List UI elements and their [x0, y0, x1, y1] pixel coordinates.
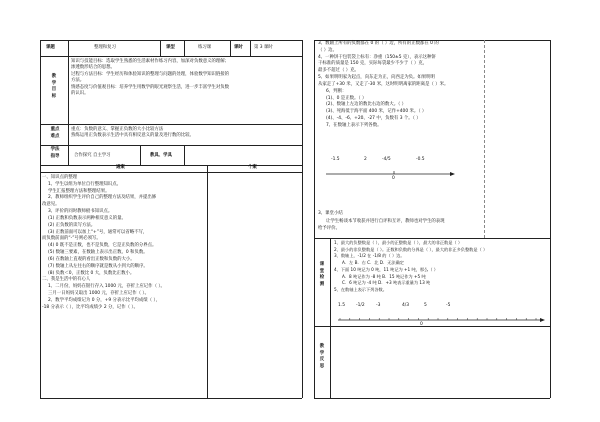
nl2-value: 1.5 [338, 303, 345, 308]
keypoints-text [71, 127, 301, 140]
plan-line: (8) 负数＜0，正数比 0 大，负数比正数小。 [48, 270, 135, 276]
keypoints-line: 熟练运用正负数表示生活中具有相反意义的量及进行数的比较。 [71, 133, 194, 139]
test-line: 1、最大的负整数是（ ），最小的正整数是（ ），最大的非正数是（ ） [334, 240, 463, 245]
exercise-line: (2)、数轴上左边的数比右边的数大。（ ） [326, 102, 407, 108]
exercise-line: 6、判断： [326, 88, 347, 94]
test-line: 5、在数轴上表示下列各数。 [334, 287, 387, 293]
plan-left-header: 通案 [116, 165, 125, 170]
plan-line: 2、数学平均成绩记为 0 分，+9 分表示比平均成绩（ ）， [48, 297, 161, 303]
summary-line: 让学生畅谈本节收获并进行自评和互评，教师也对学生的表现 [326, 219, 445, 224]
exercise-line: 7、在数轴上表示下列各数。 [326, 122, 382, 128]
exercise-line: 5、如果明明家为起点，向东走为正，向西走为负。如果明明 [318, 75, 435, 81]
goals-line: 过程与方法目标：学生经历和体验知识的整理与问题的处理，体验数学知识链接的 [71, 71, 230, 77]
plan-line: (6) 在数轴上直观的看出正数和负数的大小。 [48, 256, 135, 262]
right-exercises [318, 41, 548, 130]
exercise-line: 3、数轴上所有的负数都在 0 的（ ）边，所有的正数都在 0 的 [318, 41, 439, 46]
test-line: A．左 B．右 C．北 D．无法确定 [342, 260, 404, 266]
exercise-line: (3)、死海低于海平面 400 米，记作+400 米。（ ） [326, 109, 427, 115]
exercise-line: 干标准的质量是 150 克，实际每袋最少不少于（ ）克， [318, 61, 428, 67]
test-line: 2、最小的非负整数是（ ）。正数和负数的分界是（ ），最大的非正多负整数是（ ） [334, 246, 488, 252]
nl2-value: -5 [446, 303, 451, 308]
type-label: 课型 [166, 45, 175, 50]
exercise-line: 最多不超过（ ）克。 [318, 68, 359, 74]
method-value: 合作探究 自主学习 [74, 153, 111, 158]
plan-line: 3、评价的同时教师板书知识点。 [48, 209, 113, 215]
goals-line: 方法。 [71, 78, 85, 84]
plan-line: 2、教师组织学生评价自己的整理方法及结果，并提出修 [48, 195, 157, 201]
topic-label: 课题 [46, 45, 55, 50]
nl2-value: 4/3 [402, 303, 410, 308]
test-line: 4、下面 10 吨记为 0 吨，11 吨记为 +1 吨，那么（ ） [334, 266, 438, 272]
plan-line: 二、我是生活中的有心人 [42, 277, 91, 283]
period-value: 第 3 课时 [254, 45, 273, 50]
method-label: 学法指导 [50, 147, 60, 159]
nl1-zero: 0 [392, 176, 395, 181]
goals-label: 教学目标 [51, 74, 57, 99]
plan-line: 改意见。 [42, 202, 60, 208]
plan-line: 1、二月份，妈妈在银行存入 1000 元，存折上应记作（ ）。 [48, 284, 165, 290]
goals-line: 渗透数形结合的思想。 [71, 65, 115, 71]
test-line: C．6 吨记为 -4 吨 D．+3 吨表示重量为 13 吨 [342, 280, 431, 286]
plan-line: (1) 正数和负数表示两种相反意义的量。 [48, 215, 126, 221]
plan-line: (4) 0 既不是正数，也不是负数，它是正负数的分界点。 [48, 243, 157, 249]
plan-line: (7) 数轴上从左往右的顺序就是数从小到大的顺序。 [48, 263, 148, 269]
summary-line: 给予评价。 [318, 225, 340, 231]
number-line-2 [334, 316, 546, 326]
exercise-line: (4)、-4、-6、+20、-27 中，负数有 3 个。（ ） [326, 116, 421, 122]
nl1-value: -0.5 [416, 157, 425, 162]
test-line: 3、数轴上，-1/2 在 -1/8 的（ ）边。 [334, 253, 405, 259]
number-line-1 [318, 168, 458, 188]
plan-line: 三月一日妈妈又取出 1000 元，存折上应记作（ ）。 [48, 291, 149, 297]
nl1-value: 2 [364, 157, 367, 162]
keypoints-label: 重点难点 [50, 127, 60, 139]
reflection-label: 教学反思 [319, 344, 325, 369]
period-label: 课时 [234, 45, 243, 50]
exercise-line: 4、一种饼干包装袋上标有：净重（150±5 克），表示这种饼 [318, 54, 436, 60]
tools-label: 教具、学具 [150, 153, 172, 158]
plan-line: 一、知识点的整理 [42, 175, 78, 180]
test-line: A．8 吨记作为 -8 吨 B．15 吨记作为 +5 吨 [342, 273, 426, 279]
nl1-value: -4/5 [382, 157, 391, 162]
plan-line: (3) 正数前面可以加上“+”号，通常可以省略不写， [48, 229, 148, 235]
type-value: 练习课 [198, 45, 212, 50]
exercise-line: 从家走了+30 米，又走了-30 米，这时明明离家的距离是（ ）米。 [318, 81, 449, 87]
nl2-value: -1/2 [356, 303, 365, 308]
nl1-value: -1.5 [331, 157, 340, 162]
nl2-value: -3 [376, 303, 381, 308]
topic-value: 整理和复习 [94, 45, 116, 50]
plan-line: (5) 数轴三要素，在数轴上表示出正数、0 和负数。 [48, 250, 148, 256]
test-body [334, 240, 549, 294]
summary-title: 3、课堂小结 [318, 211, 343, 216]
goals-line: 的认识。 [71, 90, 89, 96]
exercise-line: (1)、0 是正数。（ ） [326, 95, 367, 101]
keypoints-line: 重点：负数的意义、掌握正负数的大小比较方法 [71, 127, 164, 132]
plan-line: 学生汇报整理方法和整理结果。 [48, 188, 110, 194]
goals-text [71, 59, 301, 97]
plan-line: (2) 正负数的读写方法。 [48, 222, 96, 228]
plan-line: 1、学生以组为单位自行整理知识点。 [48, 181, 122, 187]
goals-line: 知识与技能目标：选取学生熟悉的生活素材作练习内容，加深对负数意义的理解； [71, 59, 230, 64]
summary-body [318, 219, 548, 233]
plan-body [42, 175, 206, 312]
plan-right-header: 个案 [248, 165, 257, 170]
nl2-zero: 0 [420, 322, 423, 327]
goals-line: 情感态度与价值观目标：培养学生用数学的眼光观察生活，进一步丰富学生对负数 [71, 84, 230, 90]
plan-line: 而负数前面的“-”号则必须写。 [42, 236, 101, 242]
nl2-value: 5 [424, 303, 427, 308]
exercise-line: （ ）边。 [318, 47, 337, 53]
test-label: 课堂检测 [319, 262, 325, 287]
plan-line: -18 分表示（ ），比平均成绩少 2 分，记作（ ）。 [42, 304, 138, 310]
